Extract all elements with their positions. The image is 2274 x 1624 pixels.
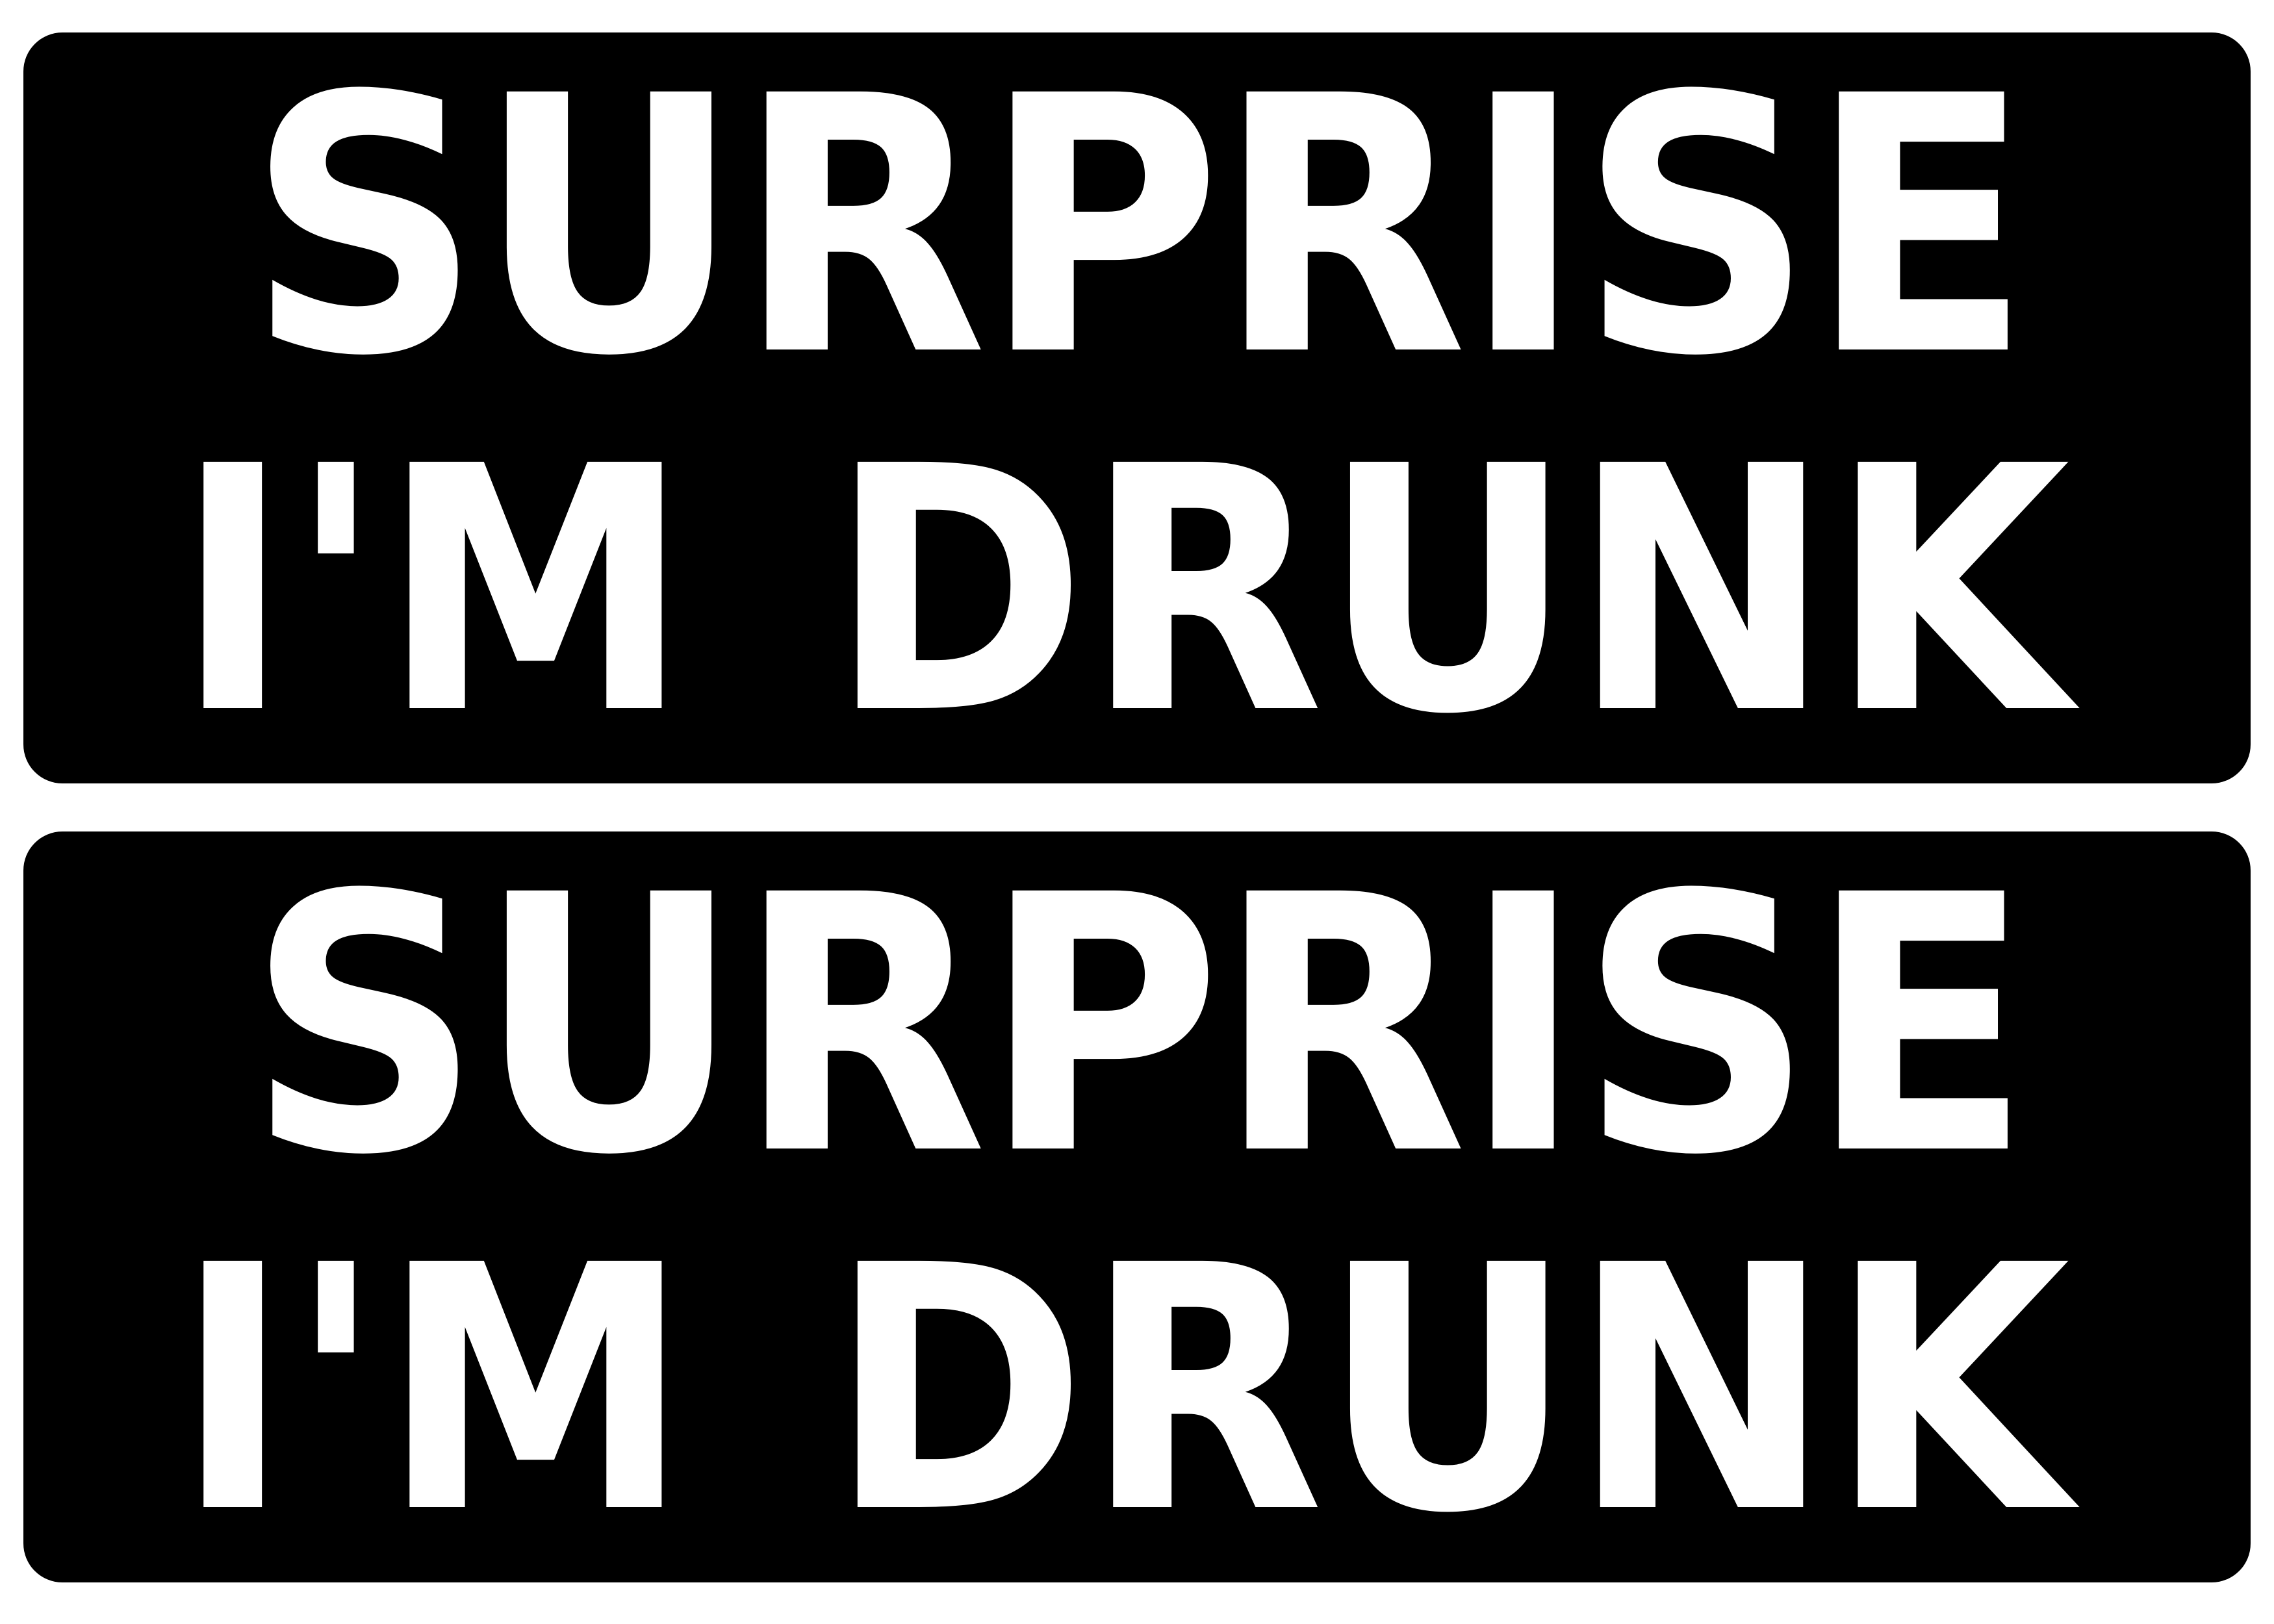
im-text: I'M: [175, 1193, 688, 1582]
sticker-line-2: [23, 1193, 2251, 1582]
drunk-text: DRUNK: [828, 1193, 2068, 1582]
sticker-line-1: [23, 32, 2251, 433]
sticker-line-1: [23, 831, 2251, 1232]
im-text: I'M: [175, 394, 688, 783]
sticker-top: [23, 32, 2251, 783]
sticker-line-2: [23, 394, 2251, 783]
surprise-text: SURPRISE: [247, 32, 2027, 433]
surprise-text: SURPRISE: [247, 831, 2027, 1232]
sticker-bottom: [23, 831, 2251, 1582]
drunk-text: DRUNK: [828, 394, 2068, 783]
